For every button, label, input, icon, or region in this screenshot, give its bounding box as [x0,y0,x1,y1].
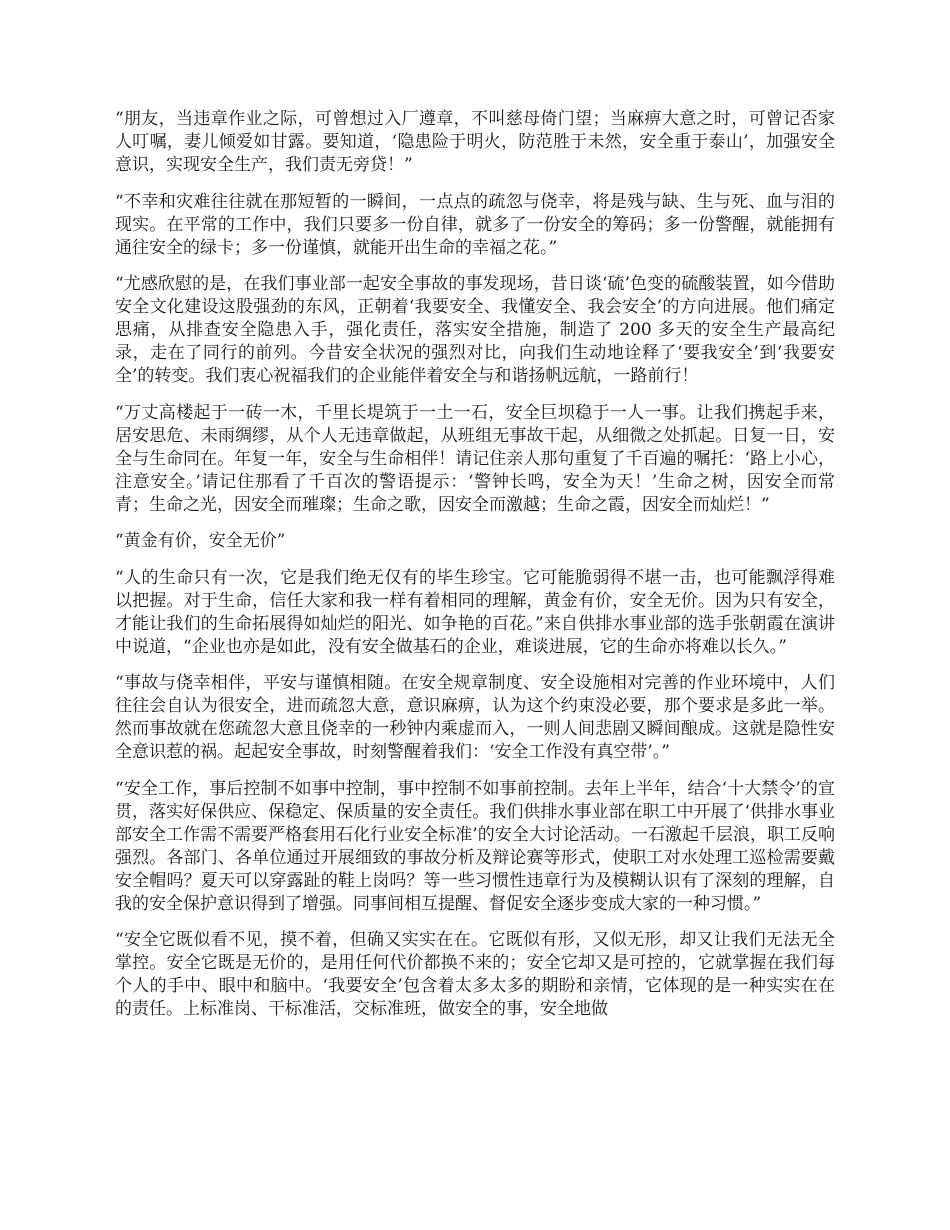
paragraph-5: “黄金有价，安全无价” [115,531,286,551]
paragraph-2: “不幸和灾难往往就在那短暂的一瞬间，一点点的疏忽与侥幸，将是残与缺、生与死、血与泪的现实。在平常的工作中，我们只要多一份自律，就多了一份安全的筹码；多一份警醒，就能拥有通往安全的绿卡；多一份谨慎，就能开出生命的幸福之花。” [115,191,835,258]
paragraph-8: “安全工作，事后控制不如事中控制，事中控制不如事前控制。去年上半年，结合‘十大禁令’的宣贯，落实好保供应、保稳定、保质量的安全责任。我们供排水事业部在职工中开展了‘供排水事业部安全工作需不需要严格套用石化行业安全标准’的安全大讨论活动。一石激起千层浪，职工反响强烈。各部门、各单位通过开展细致的事故分析及辩论赛等形式，使职工对水处理工巡检需要戴安全帽吗？夏天可以穿露趾的鞋上岗吗？等一些习惯性违章行为及模糊认识有了深刻的理解，自我的安全保护意识得到了增强。同事间相互提醒、督促安全逐步变成大家的一种习惯。” [115,778,835,914]
paragraph-7: “事故与侥幸相伴，平安与谨慎相随。在安全规章制度、安全设施相对完善的作业环境中，人们往往会自认为很安全，进而疏忽大意，意识麻痹，认为这个约束没必要，那个要求是多此一举。然而事故就在您疏忽大意且侥幸的一秒钟内乘虚而入，一则人间悲剧又瞬间酿成。这就是隐性安全意识惹的祸。起起安全事故，时刻警醒着我们：‘安全工作没有真空带’。” [115,673,835,762]
paragraph-6: “人的生命只有一次，它是我们绝无仅有的毕生珍宝。它可能脆弱得不堪一击，也可能飘浮得难以把握。对于生命，信任大家和我一样有着相同的理解，黄金有价，安全无价。因为只有安全，才能让我们的生命拓展得如灿烂的阳光、如争艳的百花。”来自供排水事业部的选手张朝霞在演讲中说道，“企业也亦是如此，没有安全做基石的企业，难谈进展，它的生命亦将难以长久。” [115,567,835,657]
paragraph-1: “朋友，当违章作业之际，可曾想过入厂遵章，不叫慈母倚门望；当麻痹大意之时，可曾记否家人叮嘱，妻儿倾爱如甘露。要知道，‘隐患险于明火，防范胜于未然，安全重于泰山’，加强安全意识，实现安全生产，我们责无旁贷！” [115,109,835,175]
paragraph-9: “安全它既似看不见，摸不着，但确又实实在在。它既似有形，又似无形，却又让我们无法无全掌控。安全它既是无价的，是用任何代价都换不来的；安全它却又是可控的，它就掌握在我们每个人的手中、眼中和脑中。‘我要安全’包含着太多太多的期盼和亲情，它体现的是一种实实在在的责任。上标准岗、干标准活，交标准班，做安全的事，安全地做 [115,930,835,1019]
document-body [115,108,835,1035]
paragraph-3: “尤感欣慰的是，在我们事业部一起安全事故的事发现场，昔日谈‘硫’色变的硫酸装置，如今借助安全文化建设这股强劲的东风，正朝着‘我要安全、我懂安全、我会安全’的方向进展。他们痛定思痛，从排查安全隐患入手，强化责任，落实安全措施，制造了 200 多天的安全生产最高纪录，走在了同行的前列。今昔安全状况的强烈对比，向我们生动地诠释了‘要我安全’到‘我要安全’的转变。我们衷心祝福我们的企业能伴着安全与和谐扬帆远航，一路前行！ [115,274,835,386]
paragraph-4: “万丈高楼起于一砖一木，千里长堤筑于一土一石，安全巨坝稳于一人一事。让我们携起手来，居安思危、未雨绸缪，从个人无违章做起，从班组无事故干起，从细微之处抓起。日复一日，安全与生命同在。年复一年，安全与生命相伴！请记住亲人那句重复了千百遍的嘱托：‘路上小心，注意安全。’请记住那看了千百次的警语提示：‘警钟长鸣，安全为天！’生命之树，因安全而常青；生命之光，因安全而璀璨；生命之歌，因安全而激越；生命之霞，因安全而灿烂！” [115,402,835,515]
